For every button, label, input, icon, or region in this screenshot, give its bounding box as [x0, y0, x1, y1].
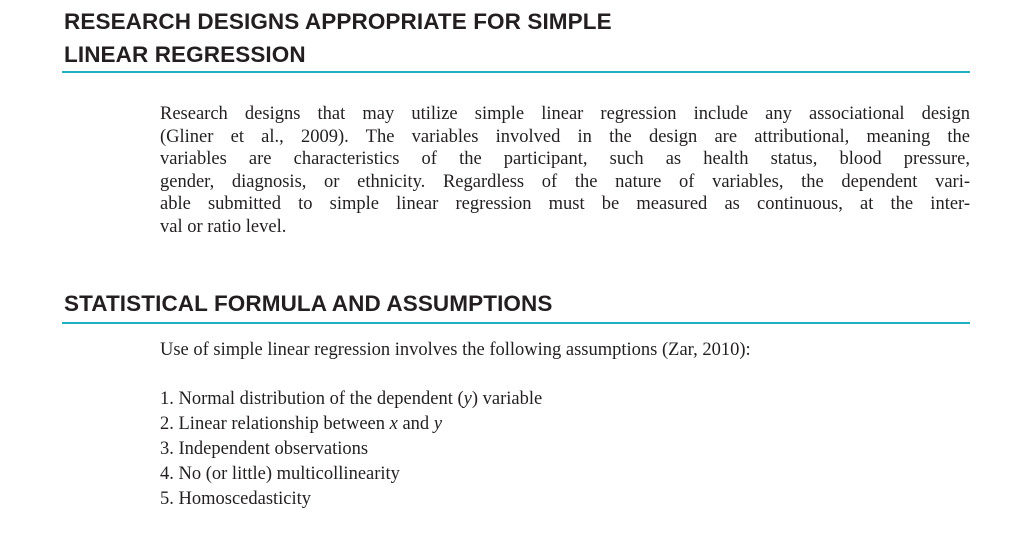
item-number: 2. — [160, 414, 174, 434]
paragraph-line: Research designs that may utilize simple linear regression include any associational design — [160, 104, 970, 124]
variable: y — [433, 414, 443, 434]
list-item — [160, 412, 542, 437]
heading-rule — [62, 322, 970, 324]
assumptions-intro: Use of simple linear regression involves the following assumptions (Zar, 2010): — [160, 340, 751, 360]
paragraph-line: able submitted to simple linear regression must be measured as continuous, at the inter- — [160, 194, 970, 215]
paragraph-line: variables are characteristics of the participant, such as health status, blood pressure, — [160, 149, 970, 170]
heading-line: RESEARCH DESIGNS APPROPRIATE FOR SIMPLE — [64, 9, 612, 34]
item-number: 4. — [160, 464, 174, 484]
item-number: 5. — [160, 489, 174, 509]
item-text: Homoscedasticity — [178, 489, 312, 509]
variable: x — [389, 414, 398, 434]
heading-rule — [62, 71, 970, 73]
heading-line: LINEAR REGRESSION — [64, 42, 306, 67]
list-item — [160, 437, 542, 462]
assumptions-list — [160, 387, 542, 512]
item-text: Linear relationship between — [178, 414, 390, 434]
section-heading-statistical-formula: STATISTICAL FORMULA AND ASSUMPTIONS — [64, 291, 553, 316]
item-text: and — [397, 414, 434, 434]
item-text: Normal distribution of the dependent ( — [178, 389, 464, 409]
item-text: Independent observations — [178, 439, 369, 459]
paragraph-line: (Gliner et al., 2009). The variables involved in the design are attributional, meaning the — [160, 126, 970, 147]
section-heading-research-designs — [64, 5, 612, 71]
paragraph-line: gender, diagnosis, or ethnicity. Regardless of the nature of variables, the dependent vari- — [160, 171, 970, 192]
list-item — [160, 387, 542, 412]
item-text: No (or little) multicollinearity — [178, 464, 400, 484]
list-item — [160, 487, 542, 512]
list-item — [160, 462, 542, 487]
item-number: 1. — [160, 389, 174, 409]
paragraph-line: val or ratio level. — [160, 216, 287, 237]
item-number: 3. — [160, 439, 174, 459]
research-designs-paragraph — [160, 103, 970, 239]
item-text: ) variable — [471, 389, 543, 409]
variable: y — [463, 389, 472, 409]
